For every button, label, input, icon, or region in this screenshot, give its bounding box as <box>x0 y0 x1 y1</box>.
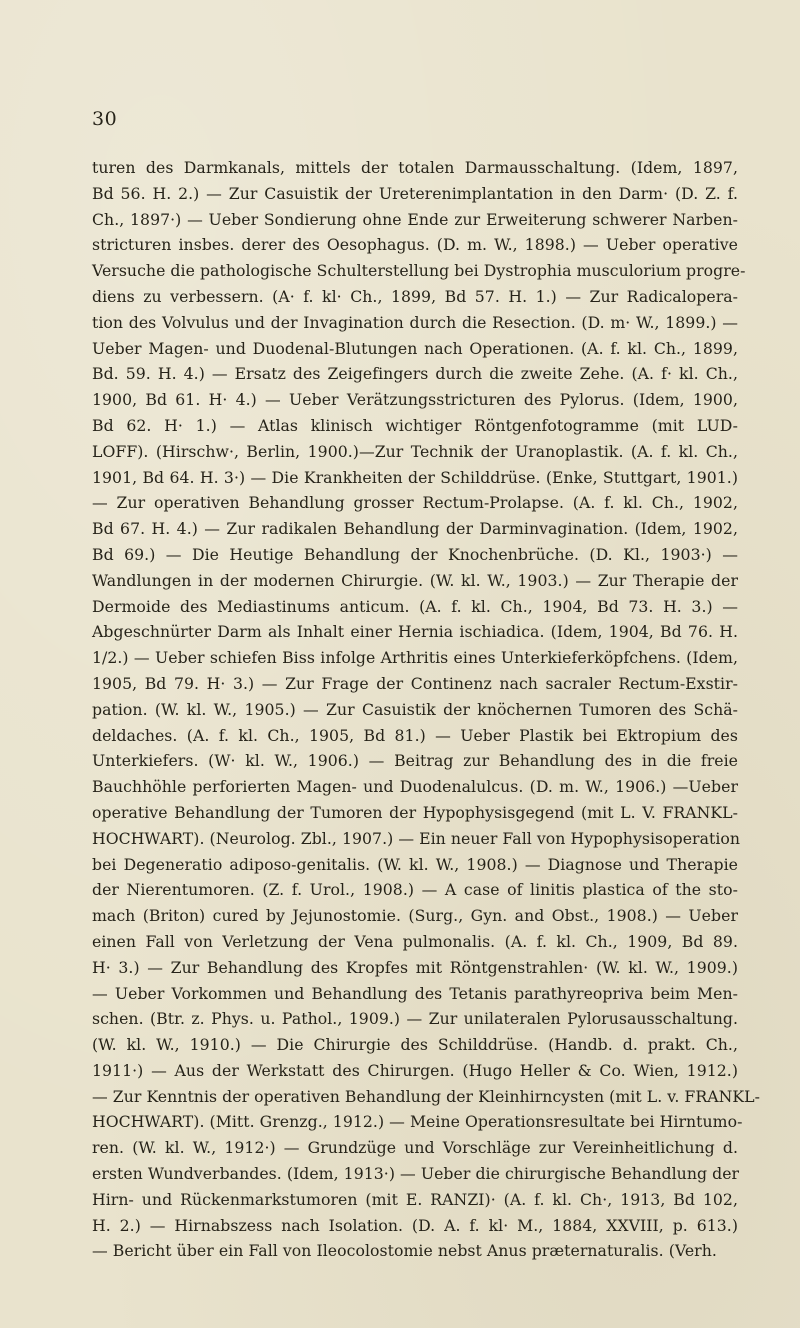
body-text <box>92 155 760 1264</box>
text-line: Wandlungen in der modernen Chirurgie. (W. kl. W., 1903.) — Zur Therapie der <box>92 570 738 590</box>
text-line: einen Fall von Verletzung der Vena pulmonalis. (A. f. kl. Ch., 1909, Bd 89. <box>92 931 738 951</box>
text-line: turen des Darmkanals, mittels der totalen Darmausschaltung. (Idem, 1897, <box>92 158 738 177</box>
text-line: Hirn- und Rückenmarkstumoren (mit E. RANZI)· (A. f. kl. Ch·, 1913, Bd 102, <box>92 1189 738 1209</box>
text-line: bei Degeneratio adiposo-genitalis. (W. kl. W., 1908.) — Diagnose und Therapie <box>92 854 738 874</box>
text-line: H· 3.) — Zur Behandlung des Kropfes mit Röntgenstrahlen· (W. kl. W., 1909.) <box>92 957 738 977</box>
text-line: mach (Briton) cured by Jejunostomie. (Surg., Gyn. and Obst., 1908.) — Ueber <box>92 906 738 926</box>
text-line: 1905, Bd 79. H· 3.) — Zur Frage der Continenz nach sacraler Rectum-Exstir- <box>92 673 738 693</box>
text-line: — Zur operativen Behandlung grosser Rectum-Prolapse. (A. f. kl. Ch., 1902, <box>92 493 738 513</box>
text-line: Unterkiefers. (W· kl. W., 1906.) — Beitrag zur Behandlung des in die freie <box>92 751 738 771</box>
text-line: tion des Volvulus und der Invagination durch die Resection. (D. m· W., 1899.) — <box>92 312 738 332</box>
text-line: — Bericht über ein Fall von Ileocolostomie nebst Anus præternaturalis. (Verh. <box>92 1241 717 1261</box>
text-line: stricturen insbes. derer des Oesophagus. (D. m. W., 1898.) — Ueber operative <box>92 235 738 255</box>
text-line: Bd 62. H· 1.) — Atlas klinisch wichtiger Röntgenfotogramme (mit LUD- <box>92 415 738 435</box>
text-line: Bd 56. H. 2.) — Zur Casuistik der Ureterenimplantation in den Darm· (D. Z. f. <box>92 183 738 203</box>
text-line: Bd. 59. H. 4.) — Ersatz des Zeigefingers durch die zweite Zehe. (A. f· kl. Ch., <box>92 364 738 384</box>
text-line: Ueber Magen- und Duodenal-Blutungen nach Operationen. (A. f. kl. Ch., 1899, <box>92 338 738 358</box>
text-line: 1/2.) — Ueber schiefen Biss infolge Arthritis eines Unterkieferköpfchens. (Idem, <box>92 648 738 668</box>
text-line: Versuche die pathologische Schulterstellung bei Dystrophia musculorium progre- <box>92 261 746 281</box>
text-line: 1901, Bd 64. H. 3·) — Die Krankheiten der Schilddrüse. (Enke, Stuttgart, 1901.) <box>92 467 738 487</box>
text-line: 1911·) — Aus der Werkstatt des Chirurgen. (Hugo Heller & Co. Wien, 1912.) <box>92 1060 738 1080</box>
text-line: (W. kl. W., 1910.) — Die Chirurgie des Schilddrüse. (Handb. d. prakt. Ch., <box>92 1035 738 1055</box>
text-line: Bd 69.) — Die Heutige Behandlung der Knochenbrüche. (D. Kl., 1903·) — <box>92 544 738 564</box>
text-line: der Nierentumoren. (Z. f. Urol., 1908.) — A case of linitis plastica of the sto- <box>92 880 738 900</box>
text-line: Ch., 1897·) — Ueber Sondierung ohne Ende zur Erweiterung schwerer Narben- <box>92 209 738 229</box>
text-line: schen. (Btr. z. Phys. u. Pathol., 1909.) — Zur unilateralen Pylorusausschaltung. <box>92 1009 738 1029</box>
text-line: Bauchhöhle perforierten Magen- und Duodenalulcus. (D. m. W., 1906.) —Ueber <box>92 777 738 797</box>
text-line: Abgeschnürter Darm als Inhalt einer Hernia ischiadica. (Idem, 1904, Bd 76. H. <box>92 622 738 642</box>
text-line: Dermoide des Mediastinums anticum. (A. f. kl. Ch., 1904, Bd 73. H. 3.) — <box>92 596 738 616</box>
text-line: — Zur Kenntnis der operativen Behandlung der Kleinhirncysten (mit L. v. FRANKL- <box>92 1086 760 1106</box>
text-line: pation. (W. kl. W., 1905.) — Zur Casuistik der knöchernen Tumoren des Schä- <box>92 699 738 719</box>
text-line: ersten Wundverbandes. (Idem, 1913·) — Ueber die chirurgische Behandlung der <box>92 1164 740 1184</box>
text-line: deldaches. (A. f. kl. Ch., 1905, Bd 81.) — Ueber Plastik bei Ektropium des <box>92 725 738 745</box>
text-line: diens zu verbessern. (A· f. kl· Ch., 1899, Bd 57. H. 1.) — Zur Radicalopera- <box>92 286 738 306</box>
text-line: HOCHWART). (Mitt. Grenzg., 1912.) — Meine Operationsresultate bei Hirntumo- <box>92 1112 743 1132</box>
text-line: LOFF). (Hirschw·, Berlin, 1900.)—Zur Technik der Uranoplastik. (A. f. kl. Ch., <box>92 441 738 461</box>
page-number: 30 <box>92 108 118 130</box>
text-line: 1900, Bd 61. H· 4.) — Ueber Verätzungsstricturen des Pylorus. (Idem, 1900, <box>92 390 738 410</box>
text-line: Bd 67. H. 4.) — Zur radikalen Behandlung der Darminvagination. (Idem, 1902, <box>92 519 738 539</box>
text-line: HOCHWART). (Neurolog. Zbl., 1907.) — Ein neuer Fall von Hypophysisoperation <box>92 828 741 848</box>
text-line: ren. (W. kl. W., 1912·) — Grundzüge und Vorschläge zur Vereinheitlichung d. <box>92 1138 738 1158</box>
text-line: — Ueber Vorkommen und Behandlung des Tetanis parathyreopriva beim Men- <box>92 983 738 1003</box>
text-line: H. 2.) — Hirnabszess nach Isolation. (D. A. f. kl· M., 1884, XXVIII, p. 613.) <box>92 1215 738 1235</box>
text-line: operative Behandlung der Tumoren der Hypophysisgegend (mit L. V. FRANKL- <box>92 802 738 822</box>
